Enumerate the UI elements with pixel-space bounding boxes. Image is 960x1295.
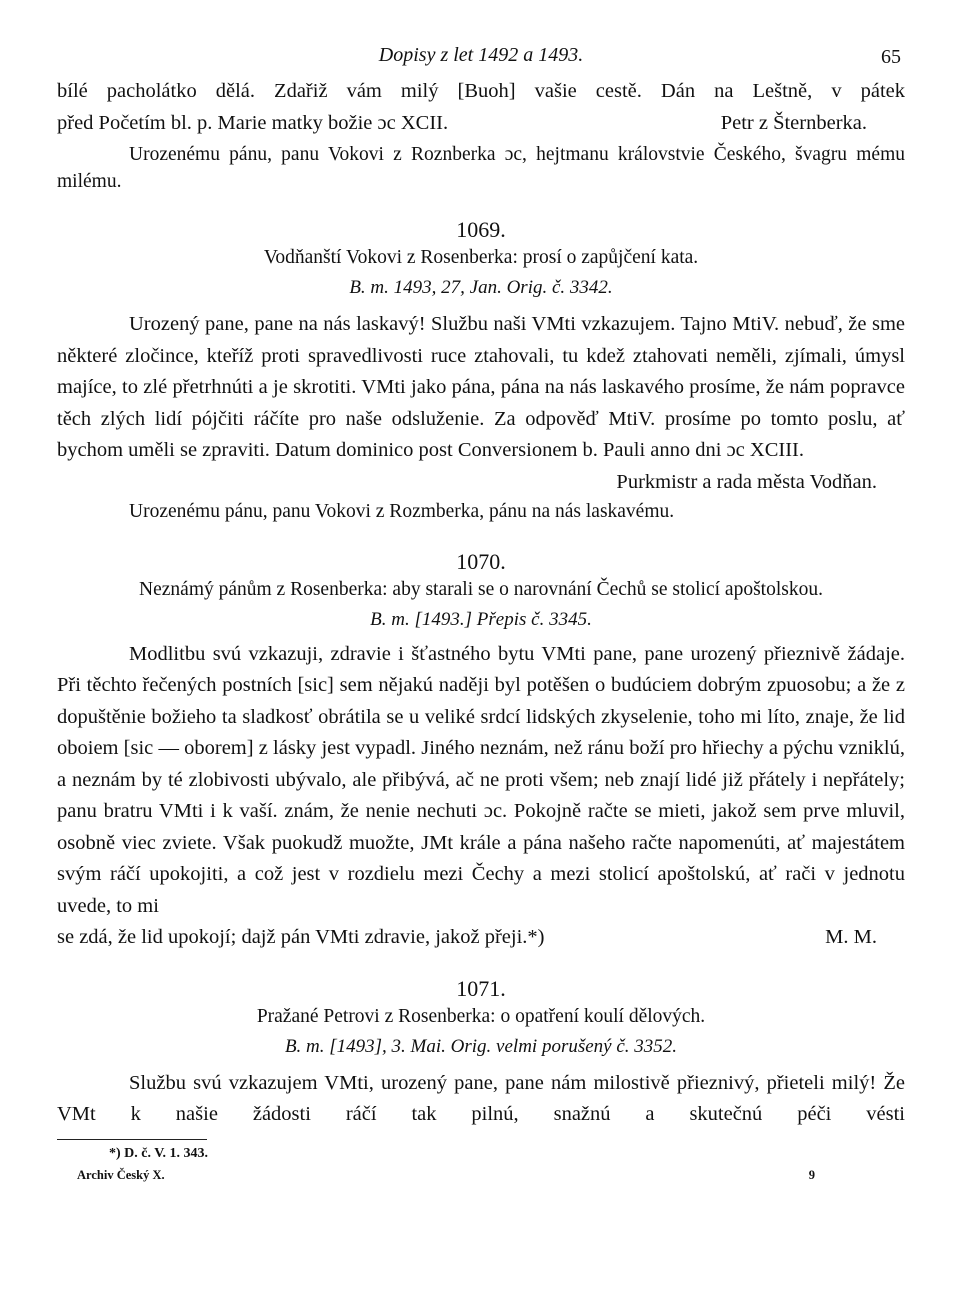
prev-letter-closing [57, 108, 905, 140]
doc-number-1070: 1070. [456, 548, 506, 574]
doc-number-1069: 1069. [456, 217, 506, 242]
doc-summary-1069: Vodňanští Vokovi z Rosenberka: prosí o zapůjčení kata. [263, 247, 699, 268]
footnote: *) D. č. V. 1. 343. [109, 1145, 209, 1161]
page-number: 65 [881, 46, 901, 68]
footer-signature-mark: Archiv Český X. [77, 1167, 165, 1182]
doc-signature-1069: Purkmistr a rada města Vodňan. [616, 470, 877, 493]
prev-letter-signature: Petr z Šternberka. [720, 111, 867, 134]
doc-number-1071: 1071. [456, 975, 506, 1001]
prev-letter-address: Urozenému pánu, panu Vokovi z Roznberka ɔc, hejtmanu královstvie Českého, švagru mému milému. [57, 144, 905, 192]
doc-body-1070: Modlitbu svú vzkazuji, zdravie i šťastného bytu VMti pane, pane urozený přieznivě žádaje. Při těchto řečených postních [sic] sem nějakú naději byl potěšen o budúciem dobrým zpuosobu; a že z dopuštěnie božieho ta sladkosť obrátila se u veliké srdcí lidských zkyselenie, toho mi líto, znaje, že lid oboiem [sic — oborem] z lásky jest vypadl. Jiného neznám, než ránu boží pro hřiechy a pýchu vzniklú, a neznám by té zlobivosti ubývalo, ale přibývá, ač ne proti všem; neb znají lidé již přátely i nepřátely; panu bratru VMti i k vaší. znám, že nenie nechuti ɔc. Pokojně račte se mieti, jakož sem prve mluvil, osobně viec zviete. Však puokudž muožte, JMt krále a pána našeho račte napomenúti, ať majestátem svým ráčí upokojiti, a což jest v rozdielu mezi Čechy a mezi stolicí apoštolskú, ať rači v jednotu uvede, to mi [57, 642, 905, 917]
footer-sheet-number: 9 [808, 1167, 815, 1182]
doc-source-1071: B. m. [1493], 3. Mai. Orig. velmi porušený č. 3352. [284, 1035, 678, 1057]
doc-source-1070: B. m. [1493.] Přepis č. 3345. [370, 608, 592, 630]
doc-summary-1070: Neznámý pánům z Rosenberka: aby starali se o narovnání Čechů se stolicí apoštolskou. [139, 578, 823, 600]
doc-closing-1070 [57, 922, 905, 954]
doc-signature-1070: M. M. [825, 926, 877, 948]
running-title: Dopisy z let 1492 a 1493. [378, 44, 584, 66]
prev-letter-line: bílé pacholátko dělá. Zdařiž vám milý [Buoh] vašie cestě. Dán na Leštně, v pátek [57, 80, 905, 102]
doc-source-1069: B. m. 1493, 27, Jan. Orig. č. 3342. [349, 277, 613, 298]
prev-letter-date: před Početím bl. p. Marie matky božie ɔc XCII. [57, 111, 449, 134]
doc-body-1071: Službu svú vzkazujem VMti, urozený pane, pane nám milostivě přieznivý, přieteli milý! Že VMt k našie žádosti ráčí tak pilnú, snažnú a skutečnú péči vésti [57, 1071, 905, 1125]
page-footer [77, 1168, 905, 1183]
footnote-divider [57, 1139, 207, 1140]
page-header [57, 40, 905, 76]
doc-summary-1071: Pražané Petrovi z Rosenberka: o opatření koulí dělových. [256, 1005, 706, 1027]
doc-body-1069: Urozený pane, pane na nás laskavý! Službu naši VMti vzkazujem. Tajno MtiV. nebuď, že sme některé zločince, kteříž proti spravedlivosti ruce ztahovali, tu kdež ztahovati neměli, zjímali, úmysl majíce, to zlé přetrhnúti a je skrotiti. VMti jako pána, pána na nás laskavého prosíme, že nám popravce těch zlých lidí pójčiti ráčíte pro naše odsluženie. Za odpověď MtiV. prosíme po tomto poslu, ať bychom uměli se zpraviti. Datum dominico post Conversionem b. Pauli anno dni ɔc XCIII. [57, 313, 905, 461]
doc-address-1069: Urozenému pánu, panu Vokovi z Rozmberka, pánu na nás laskavému. [129, 500, 675, 522]
document-page [57, 40, 905, 1183]
doc-last-line-1070: se zdá, že lid upokojí; dajž pán VMti zdravie, jakož přeji.*) [57, 926, 545, 948]
